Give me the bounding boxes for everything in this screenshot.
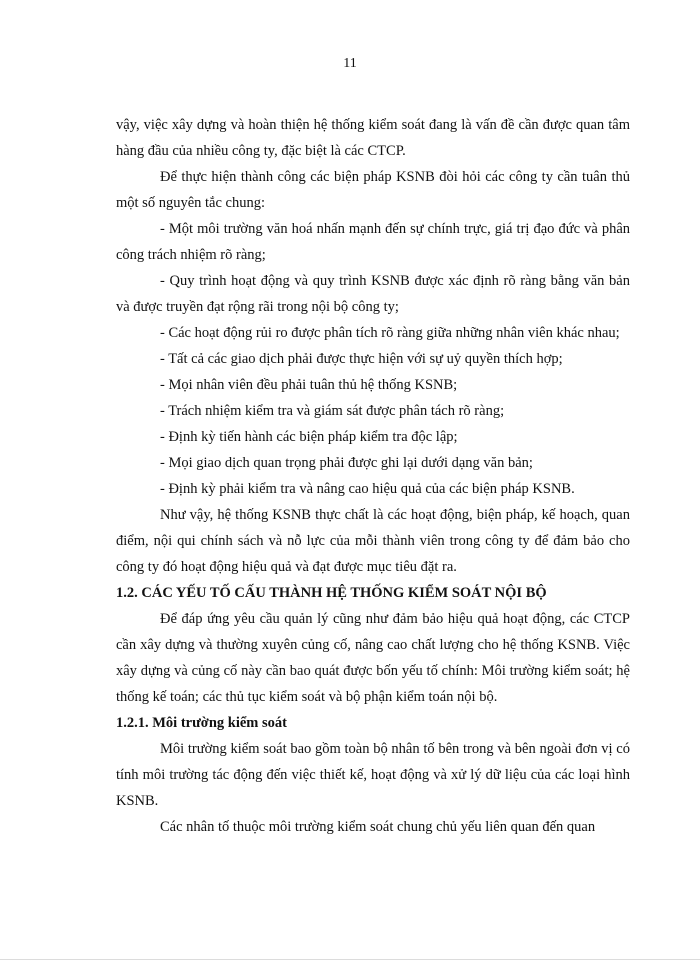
list-item: - Mọi nhân viên đều phải tuân thủ hệ thống KSNB; bbox=[160, 377, 458, 393]
document-body bbox=[116, 112, 630, 840]
list-item: - Quy trình hoạt động và quy trình KSNB được xác định rõ ràng bằng văn bản và được truyền đạt rộng rãi trong nội bộ công ty; bbox=[116, 273, 630, 315]
list-item: - Định kỳ phải kiểm tra và nâng cao hiệu quả của các biện pháp KSNB. bbox=[160, 481, 575, 497]
subsection-heading: 1.2.1. Môi trường kiểm soát bbox=[116, 715, 287, 731]
paragraph-subsection: Môi trường kiểm soát bao gồm toàn bộ nhân tố bên trong và bên ngoài đơn vị có tính môi trường tác động đến việc thiết kế, hoạt động và xử lý dữ liệu của các loại hình KSNB. bbox=[116, 741, 630, 809]
list-item: - Trách nhiệm kiểm tra và giám sát được phân tách rõ ràng; bbox=[160, 403, 505, 419]
paragraph-principles-intro: Để thực hiện thành công các biện pháp KSNB đòi hỏi các công ty cần tuân thủ một số nguyên tắc chung: bbox=[116, 169, 630, 211]
list-item: - Định kỳ tiến hành các biện pháp kiểm tra độc lập; bbox=[160, 429, 458, 445]
paragraph-continuation: vậy, việc xây dựng và hoàn thiện hệ thống kiểm soát đang là vấn đề cần được quan tâm hàng đầu của nhiều công ty, đặc biệt là các CTCP. bbox=[116, 117, 630, 159]
paragraph-summary: Như vậy, hệ thống KSNB thực chất là các hoạt động, biện pháp, kế hoạch, quan điểm, nội qui chính sách và nỗ lực của mỗi thành viên trong công ty để đảm bảo cho công ty đó hoạt động hiệu quả và đạt được mục tiêu đặt ra. bbox=[116, 507, 630, 575]
list-item: - Các hoạt động rủi ro được phân tích rõ ràng giữa những nhân viên khác nhau; bbox=[160, 325, 620, 341]
list-item: - Tất cả các giao dịch phải được thực hiện với sự uỷ quyền thích hợp; bbox=[160, 351, 563, 367]
paragraph-subsection: Các nhân tố thuộc môi trường kiểm soát chung chủ yếu liên quan đến quan bbox=[160, 819, 596, 835]
list-item: - Mọi giao dịch quan trọng phải được ghi lại dưới dạng văn bản; bbox=[160, 455, 533, 471]
page-number: 11 bbox=[343, 56, 357, 71]
section-heading: 1.2. CÁC YẾU TỐ CẤU THÀNH HỆ THỐNG KIỂM SOÁT NỘI BỘ bbox=[116, 585, 547, 601]
paragraph-section-intro: Để đáp ứng yêu cầu quản lý cũng như đảm bảo hiệu quả hoạt động, các CTCP cần xây dựng và thường xuyên củng cố, nâng cao chất lượng cho hệ thống KSNB. Việc xây dựng và củng cố này cần bao quát được bốn yếu tố chính: Môi trường kiểm soát; hệ thống kế toán; các thủ tục kiểm soát và bộ phận kiểm toán nội bộ. bbox=[116, 611, 630, 705]
list-item: - Một môi trường văn hoá nhấn mạnh đến sự chính trực, giá trị đạo đức và phân công trách nhiệm rõ ràng; bbox=[116, 221, 630, 263]
